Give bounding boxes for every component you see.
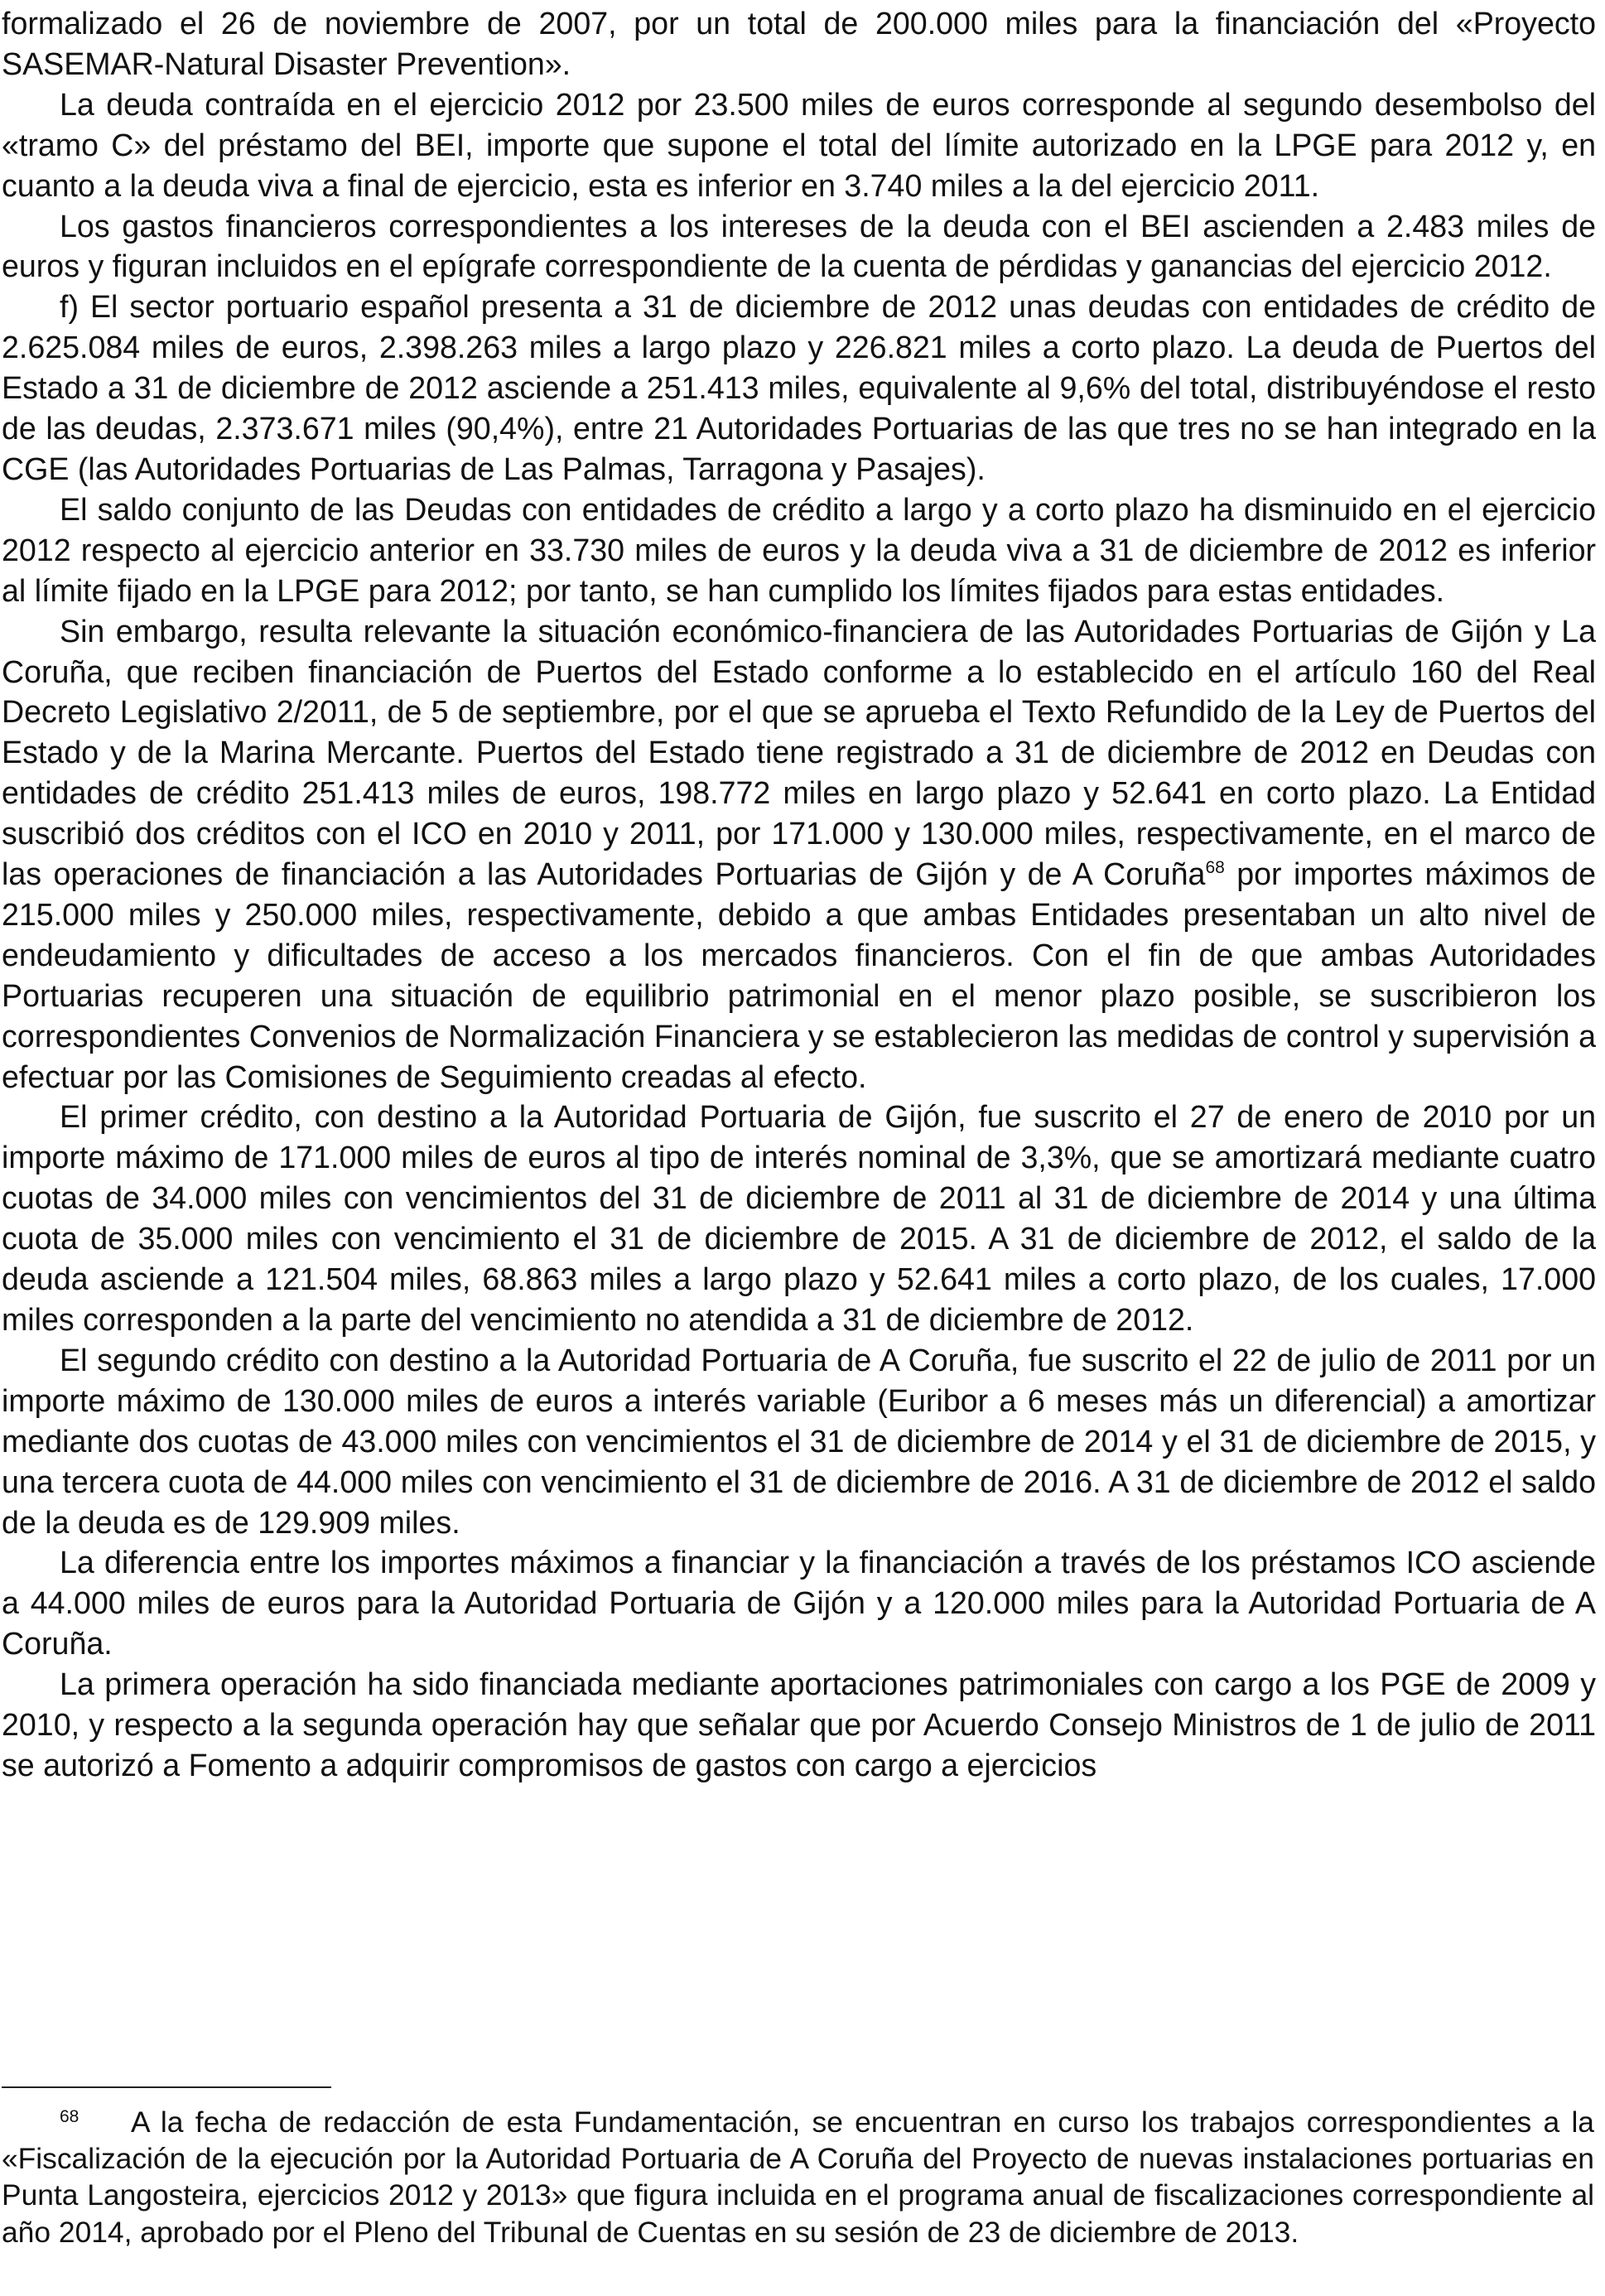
paragraph-continuation: formalizado el 26 de noviembre de 2007, por un total de 200.000 miles para la financiación del «Proyecto SASEMAR-Natural Disaster Prevention».: [2, 6, 1596, 81]
paragraph-second-credit: El segundo crédito con destino a la Autoridad Portuaria de A Coruña, fue suscrito el 22 de julio de 2011 por un importe máximo de 130.000 miles de euros a interés variable (Euribor a 6 meses más un diferencial) a amortizar mediante dos cuotas de 43.000 miles con vencimientos el 31 de diciembre de 2014 y el 31 de diciembre de 2015, y una tercera cuota de 44.000 miles con vencimiento el 31 de diciembre de 2016. A 31 de diciembre de 2012 el saldo de la deuda es de 129.909 miles.: [2, 1342, 1596, 1540]
paragraph-financial-expenses: Los gastos financieros correspondientes a los intereses de la deuda con el BEI ascienden a 2.483 miles de euros y figuran incluidos en el epígrafe correspondiente de la cuenta de pérdidas y ganancias del ejercicio 2012.: [2, 208, 1596, 284]
paragraph-bei-debt: La deuda contraída en el ejercicio 2012 por 23.500 miles de euros corresponde al segundo desembolso del «tramo C» del préstamo del BEI, importe que supone el total del límite autorizado en la LPGE para 2012 y, en cuanto a la deuda viva a final de ejercicio, esta es inferior en 3.740 miles a la del ejercicio 2011.: [2, 86, 1596, 203]
paragraph-text-before-note: Sin embargo, resulta relevante la situación económico-financiera de las Autoridades Portuarias de Gijón y La Coruña, que reciben financiación de Puertos del Estado conforme a lo establecido en el artículo 160 del Real Decreto Legislativo 2/2011, de 5 de septiembre, por el que se aprueba el Texto Refundido de la Ley de Puertos del Estado y de la Marina Mercante. Puertos del Estado tiene registrado a 31 de diciembre de 2012 en Deudas con entidades de crédito 251.413 miles de euros, 198.772 miles en largo plazo y 52.641 en corto plazo. La Entidad suscribió dos créditos con el ICO en 2010 y 2011, por 171.000 y 130.000 miles, respectivamente, en el marco de las operaciones de financiación a las Autoridades Portuarias de Gijón y de A Coruña: [2, 613, 1596, 892]
footnote-text: A la fecha de redacción de esta Fundamentación, se encuentran en curso los trabajos correspondientes a la «Fiscalización de la ejecución por la Autoridad Portuaria de A Coruña del Proyecto de nuevas instalaciones portuarias en Punta Langosteira, ejercicios 2012 y 2013» que figura incluida en el programa anual de fiscalizaciones correspondiente al año 2014, aprobado por el Pleno del Tribunal de Cuentas en su sesión de 23 de diciembre de 2013.: [2, 2105, 1594, 2249]
paragraph-first-operation: La primera operación ha sido financiada mediante aportaciones patrimoniales con cargo a los PGE de 2009 y 2010, y respecto a la segunda operación hay que señalar que por Acuerdo Consejo Ministros de 1 de julio de 2011 se autorizó a Fomento a adquirir compromisos de gastos con cargo a ejercicios: [2, 1667, 1596, 1782]
footnote-paragraph: 68 A la fecha de redacción de esta Fundamentación, se encuentran en curso los trabajos correspondientes a la «Fiscalización de la ejecución por la Autoridad Portuaria de A Coruña del Proyecto de nuevas instalaciones portuarias en Punta Langosteira, ejercicios 2012 y 2013» que figura incluida en el programa anual de fiscalizaciones correspondiente al año 2014, aprobado por el Pleno del Tribunal de Cuentas en su sesión de 23 de diciembre de 2013.: [2, 2105, 1594, 2249]
paragraph-joint-balance: El saldo conjunto de las Deudas con entidades de crédito a largo y a corto plazo ha disminuido en el ejercicio 2012 respecto al ejercicio anterior en 33.730 miles de euros y la deuda viva a 31 de diciembre de 2012 es inferior al límite fijado en la LPGE para 2012; por tanto, se han cumplido los límites fijados para estas entidades.: [2, 491, 1596, 608]
footnote-reference[interactable]: 68: [1205, 858, 1225, 878]
footnote: [2, 2104, 1594, 2250]
body-text: [2, 3, 1596, 1786]
footnote-separator: [2, 2086, 331, 2088]
paragraph-first-credit: El primer crédito, con destino a la Autoridad Portuaria de Gijón, fue suscrito el 27 de enero de 2010 por un importe máximo de 171.000 miles de euros al tipo de interés nominal de 3,3%, que se amortizará mediante cuatro cuotas de 34.000 miles con vencimientos del 31 de diciembre de 2011 al 31 de diciembre de 2014 y una última cuota de 35.000 miles con vencimiento el 31 de diciembre de 2015. A 31 de diciembre de 2012, el saldo de la deuda asciende a 121.504 miles, 68.863 miles a largo plazo y 52.641 miles a corto plazo, de los cuales, 17.000 miles corresponden a la parte del vencimiento no atendida a 31 de diciembre de 2012.: [2, 1099, 1596, 1337]
paragraph-gijon-coruna-situation: [2, 611, 1596, 1097]
paragraph-port-sector-debts: f) El sector portuario español presenta a 31 de diciembre de 2012 unas deudas con entidades de crédito de 2.625.084 miles de euros, 2.398.263 miles a largo plazo y 226.821 miles a corto plazo. La deuda de Puertos del Estado a 31 de diciembre de 2012 asciende a 251.413 miles, equivalente al 9,6% del total, distribuyéndose el resto de las deudas, 2.373.671 miles (90,4%), entre 21 Autoridades Portuarias de las que tres no se han integrado en la CGE (las Autoridades Portuarias de Las Palmas, Tarragona y Pasajes).: [2, 289, 1596, 486]
paragraph-text-after-note: por importes máximos de 215.000 miles y 250.000 miles, respectivamente, debido a que ambas Entidades presentaban un alto nivel de endeudamiento y dificultades de acceso a los mercados financieros. Con el fin de que ambas Autoridades Portuarias recuperen una situación de equilibrio patrimonial en el menor plazo posible, se suscribieron los correspondientes Convenios de Normalización Financiera y se establecieron las medidas de control y supervisión a efectuar por las Comisiones de Seguimiento creadas al efecto.: [2, 856, 1597, 1094]
paragraph-difference: La diferencia entre los importes máximos a financiar y la financiación a través de los préstamos ICO asciende a 44.000 miles de euros para la Autoridad Portuaria de Gijón y a 120.000 miles para la Autoridad Portuaria de A Coruña.: [2, 1545, 1596, 1662]
